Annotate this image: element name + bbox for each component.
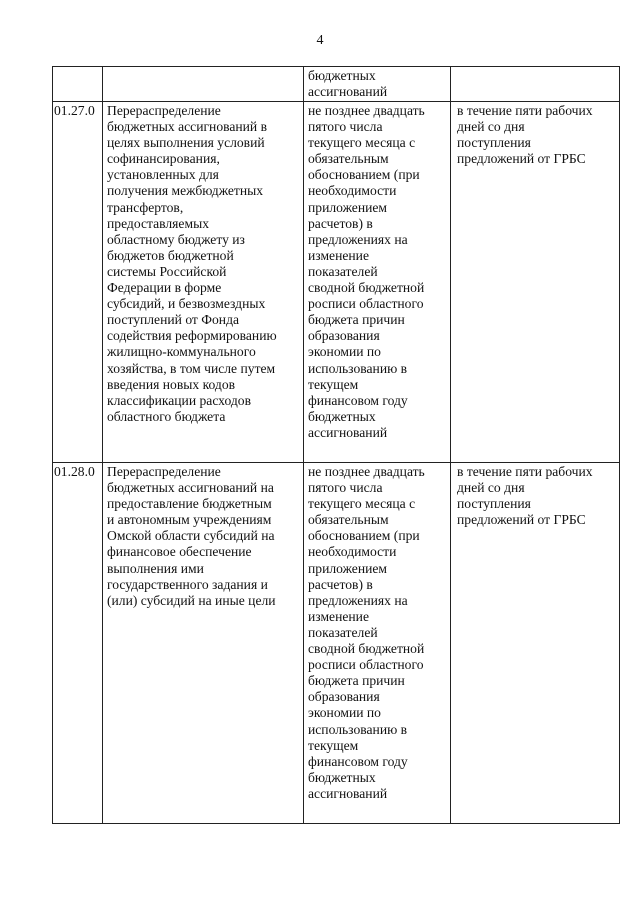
text-line: бюджетных ассигнований в [107,119,268,135]
text-line: дней со дня [457,480,525,496]
text-line: предоставляемых [107,215,209,231]
text-line: областного бюджета [107,408,226,424]
text-line: показателей [308,263,378,279]
text-line: росписи областного [308,657,424,673]
text-line: приложением [308,560,388,576]
text-line: приложением [308,199,388,215]
text-line: финансовом году [308,753,408,769]
text-line: системы Российской [107,263,227,279]
text-line: бюджетных [308,769,376,785]
description-cell [103,102,304,463]
text-line: изменение [308,608,369,624]
description-cell [103,463,304,824]
text-line: необходимости [308,544,397,560]
text-line: предоставление бюджетным [107,496,272,512]
text-line: бюджетных ассигнований на [107,480,274,496]
text-line: сводной бюджетной [308,280,425,296]
page-number: 4 [316,33,324,48]
text-line: софинансирования, [107,151,220,167]
text-line: пятого числа [308,119,383,135]
regulation-table [52,66,620,824]
text-line: текущем [308,737,359,753]
text-line: введения новых кодов [107,376,236,392]
text-line: пятого числа [308,480,383,496]
text-line: расчетов) в [308,576,373,592]
text-line: бюджетных [308,408,376,424]
text-line: текущем [308,376,359,392]
text-line: сводной бюджетной [308,641,425,657]
text-line: предложений от ГРБС [457,512,586,528]
text-line: не позднее двадцать [308,103,425,118]
text-line: расчетов) в [308,215,373,231]
term-cell [451,463,620,824]
text-line: Омской области субсидий на [107,528,275,544]
code-cell [53,67,103,102]
text-line: бюджета причин [308,312,405,328]
text-line: областному бюджету из [107,231,245,247]
description-cell [103,67,304,102]
row-code: 01.28.0 [54,464,95,479]
table-row [53,102,620,463]
text-line: не позднее двадцать [308,464,425,479]
text-line: установленных для [107,167,219,183]
text-line: предложениях на [308,592,408,608]
text-line: предложениях на [308,231,408,247]
text-line: субсидий, и безвозмездных [107,296,266,312]
text-line: образования [308,328,380,344]
text-line: и автономным учреждениям [107,512,272,528]
text-line: образования [308,689,380,705]
deadline-cell [304,102,451,463]
text-line: Федерации в форме [107,280,222,296]
text-line: трансфертов, [107,199,184,215]
text-line: предложений от ГРБС [457,151,586,167]
text-line: Перераспределение [107,103,221,118]
text-line: финансовое обеспечение [107,544,252,560]
text-line: ассигнований [308,424,388,440]
text-line: целях выполнения условий [107,135,265,151]
text-line: финансовом году [308,392,408,408]
code-cell [53,102,103,463]
text-line: изменение [308,247,369,263]
text-line: бюджетов бюджетной [107,247,234,263]
text-line: бюджета причин [308,673,405,689]
text-line: поступления [457,496,531,512]
term-cell [451,67,620,102]
text-line: поступления [457,135,531,151]
text-line: (или) субсидий на иные цели [107,592,276,608]
text-line: в течение пяти рабочих [457,103,593,118]
text-line: обоснованием (при [308,528,420,544]
text-line: ассигнований [308,785,388,801]
text-line: поступлений от Фонда [107,312,240,328]
text-line: обязательным [308,151,389,167]
text-line: использованию в [308,360,408,376]
text-line: Перераспределение [107,464,221,479]
text-line: текущего месяца с [308,496,416,512]
text-line: обязательным [308,512,389,528]
text-line: бюджетных [308,68,376,83]
text-line: хозяйства, в том числе путем [107,360,276,376]
text-line: получения межбюджетных [107,183,264,199]
deadline-cell [304,67,451,102]
text-line: дней со дня [457,119,525,135]
text-line: в течение пяти рабочих [457,464,593,479]
text-line: росписи областного [308,296,424,312]
term-cell [451,102,620,463]
text-line: показателей [308,624,378,640]
text-line: экономии по [308,344,381,360]
text-line: классификации расходов [107,392,252,408]
text-line: ассигнований [308,84,388,100]
code-cell [53,463,103,824]
text-line: государственного задания и [107,576,268,592]
text-line: экономии по [308,705,381,721]
table-row [53,67,620,102]
text-line: выполнения ими [107,560,204,576]
text-line: обоснованием (при [308,167,420,183]
text-line: текущего месяца с [308,135,416,151]
text-line: содействия реформированию [107,328,277,344]
table-row [53,463,620,824]
text-line: жилищно-коммунального [107,344,256,360]
text-line: необходимости [308,183,397,199]
deadline-cell [304,463,451,824]
row-code: 01.27.0 [54,103,95,118]
text-line: использованию в [308,721,408,737]
